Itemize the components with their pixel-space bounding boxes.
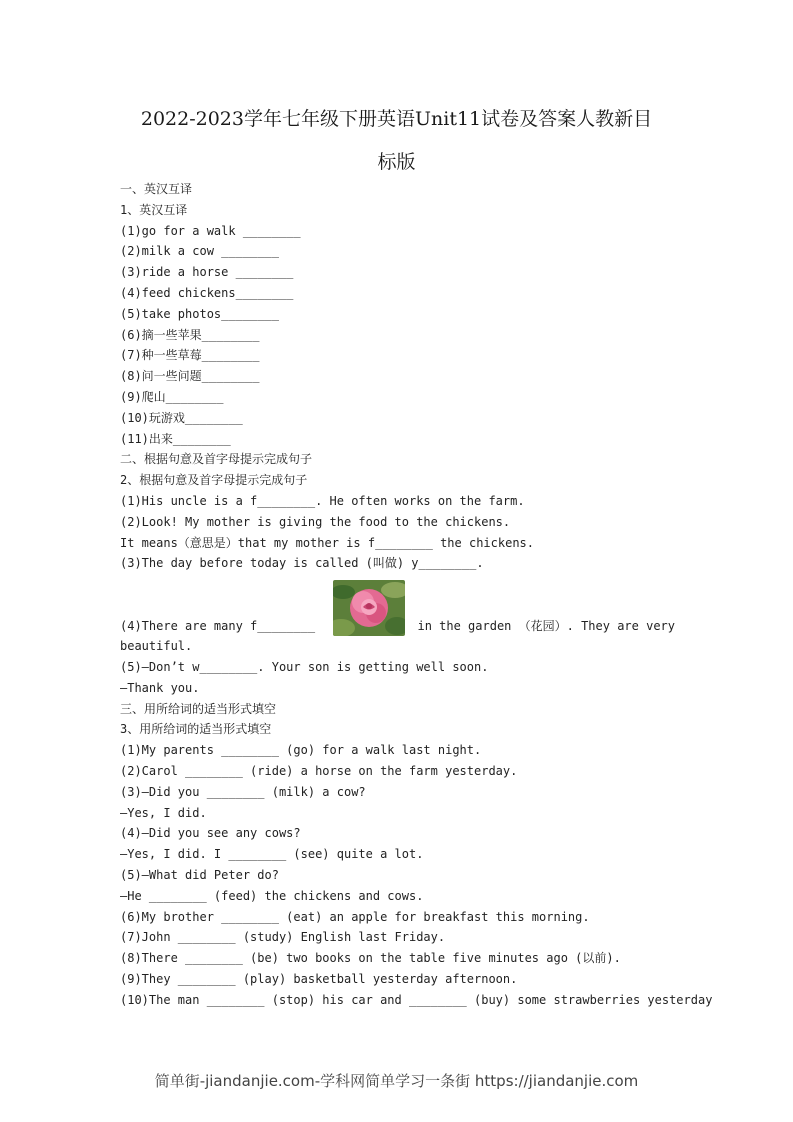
footer-watermark: 简单街-jiandanjie.com-学科网简单学习一条街 https://jiandanjie.com (154, 1072, 639, 1090)
question-line: (8)问一些问题________ (120, 369, 260, 384)
pink-rose-flower-image (333, 580, 405, 636)
subsection-heading: 1、英汉互译 (120, 202, 188, 217)
question-line: (10)The man ________ (stop) his car and ________ (buy) some strawberries yesterday (120, 992, 713, 1007)
question-line: (8)There ________ (be) two books on the table five minutes ago (以前). (120, 951, 621, 966)
section-heading: 一、英汉互译 (120, 182, 193, 196)
section-heading: 三、用所给词的适当形式填空 (120, 701, 277, 716)
question-line: (6)My brother ________ (eat) an apple for breakfast this morning. (120, 909, 590, 924)
question-line: It means（意思是）that my mother is f________ the chickens. (120, 535, 535, 550)
question-line: (1)go for a walk ________ (120, 223, 301, 238)
section-heading: 二、根据句意及首字母提示完成句子 (120, 452, 313, 467)
question-line: (4)—Did you see any cows? (120, 826, 301, 841)
question-line: —Yes, I did. I ________ (see) quite a lot. (120, 847, 424, 862)
question-line: (3)ride a horse ________ (120, 265, 294, 280)
question-line: —He ________ (feed) the chickens and cows. (120, 888, 424, 903)
question-text-after-image: in the garden （花园）. They are very (417, 619, 675, 634)
subsection-heading: 2、根据句意及首字母提示完成句子 (120, 473, 308, 488)
question-line: —Thank you. (120, 680, 200, 695)
question-line: beautiful. (120, 639, 193, 654)
question-line: (9)They ________ (play) basketball yesterday afternoon. (120, 971, 518, 986)
question-line: (5)—Don’t w________. Your son is getting well soon. (120, 659, 489, 674)
question-line: (1)My parents ________ (go) for a walk last night. (120, 743, 482, 758)
question-line: (2)Carol ________ (ride) a horse on the farm yesterday. (120, 763, 518, 778)
document-title-line2: 标版 (377, 151, 416, 173)
question-line: —Yes, I did. (120, 805, 207, 820)
question-line: (5)take photos________ (120, 306, 279, 321)
question-line: (6)摘一些苹果________ (120, 327, 260, 342)
exercise-body (120, 179, 713, 1010)
question-line: (7)种一些草莓________ (120, 348, 260, 363)
question-line: (2)milk a cow ________ (120, 244, 279, 259)
question-line: (10)玩游戏________ (120, 410, 243, 425)
question-line: (1)His uncle is a f________. He often works on the farm. (120, 493, 525, 508)
question-line: (4)feed chickens________ (120, 285, 294, 300)
question-line: (3)—Did you ________ (milk) a cow? (120, 784, 366, 799)
question-line: (11)出来________ (120, 431, 231, 446)
subsection-heading: 3、用所给词的适当形式填空 (120, 722, 272, 737)
document-title-line1: 2022-2023学年七年级下册英语Unit11试卷及答案人教新目 (140, 108, 653, 130)
question-line: (5)—What did Peter do? (120, 867, 279, 882)
question-line: (9)爬山________ (120, 389, 224, 404)
question-line: (2)Look! My mother is giving the food to the chickens. (120, 514, 511, 529)
question-line-with-image (120, 574, 675, 636)
question-text-before-image: (4)There are many f________ (120, 619, 316, 634)
question-line: (7)John ________ (study) English last Friday. (120, 930, 446, 945)
question-line: (3)The day before today is called (叫做) y________. (120, 556, 484, 571)
